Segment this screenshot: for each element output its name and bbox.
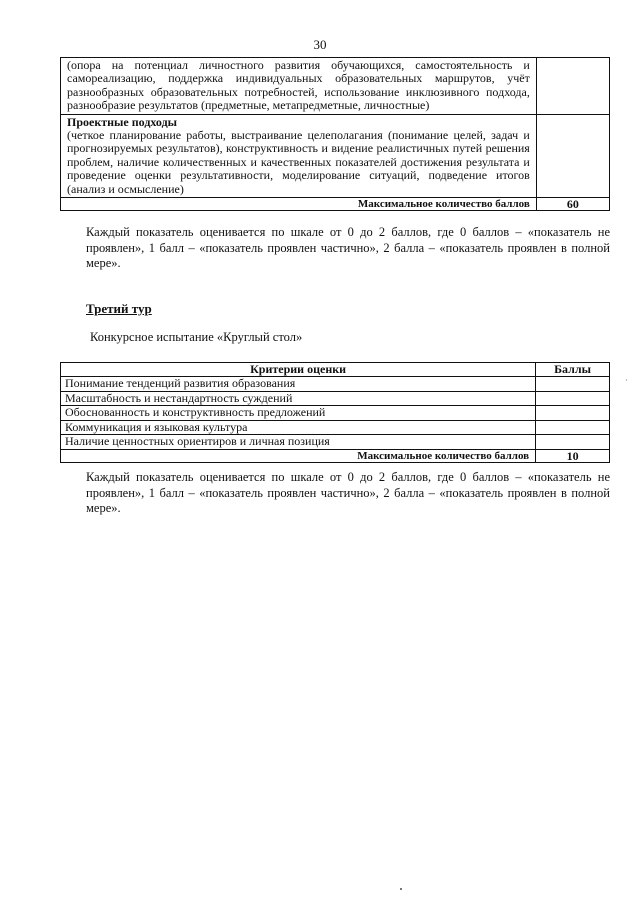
scoring-note: Каждый показатель оценивается по шкале от 0 до 2 баллов, где 0 баллов – «показатель не проявлен», 1 балл – «показатель проявлен частично», 2 балла – «показатель проявлен в полной мере». bbox=[86, 470, 610, 515]
points-cell bbox=[536, 114, 609, 197]
round-title: Третий тур bbox=[86, 301, 152, 316]
total-value: 60 bbox=[536, 198, 609, 211]
header-points: Баллы bbox=[536, 363, 610, 377]
total-label: Максимальное количество баллов bbox=[61, 198, 537, 211]
points-cell bbox=[536, 58, 609, 115]
criterion-cell: Понимание тенденций развития образования bbox=[61, 377, 536, 392]
scan-dot bbox=[400, 888, 402, 890]
points-cell bbox=[536, 406, 610, 421]
criterion-cell: Коммуникация и языковая культура bbox=[61, 420, 536, 435]
table-row bbox=[61, 377, 610, 392]
points-cell bbox=[536, 435, 610, 450]
contest-name: Конкурсное испытание «Круглый стол» bbox=[90, 330, 303, 344]
criterion-block bbox=[61, 115, 536, 197]
criterion-cell: Масштабность и нестандартность суждений bbox=[61, 391, 536, 406]
table-row bbox=[61, 114, 610, 197]
criterion-cell: Наличие ценностных ориентиров и личная позиция bbox=[61, 435, 536, 450]
total-row bbox=[61, 198, 610, 211]
criterion-cell bbox=[61, 114, 537, 197]
table-row bbox=[61, 406, 610, 421]
total-label: Максимальное количество баллов bbox=[61, 449, 536, 462]
table-header-row bbox=[61, 363, 610, 377]
total-value: 10 bbox=[536, 449, 610, 462]
criterion-description: (четкое планирование работы, выстраивание целеполагания (понимание целей, задач и прогнозируемых результатов), конструктивность и видение реалистичных путей решения проблем, наличие количественных и качественных показателей достижения результата и проведение оценки результативности, моделирование ситуаций, подведение итогов (анализ и осмысление) bbox=[67, 128, 530, 196]
table-row bbox=[61, 420, 610, 435]
table-row bbox=[61, 435, 610, 450]
page-number: 30 bbox=[313, 37, 327, 52]
round-table bbox=[60, 362, 610, 463]
points-cell bbox=[536, 377, 610, 392]
criteria-table-continued bbox=[60, 57, 610, 211]
criterion-cell: Обоснованность и конструктивность предложений bbox=[61, 406, 536, 421]
table-row bbox=[61, 391, 610, 406]
table-row bbox=[61, 58, 610, 115]
total-row bbox=[61, 449, 610, 462]
points-cell bbox=[536, 391, 610, 406]
criterion-cell bbox=[61, 58, 537, 115]
margin-mark: · bbox=[625, 376, 628, 385]
header-criteria: Критерии оценки bbox=[61, 363, 536, 377]
criterion-description: (опора на потенциал личностного развития обучающихся, самостоятельность и самореализацию, поддержка индивидуальных образовательных маршрутов, учёт разнообразных образовательных потребностей, использование инклюзивного подхода, разнообразие результатов (предметные, метапредметные, личностные) bbox=[67, 58, 530, 113]
scoring-note: Каждый показатель оценивается по шкале от 0 до 2 баллов, где 0 баллов – «показатель не проявлен», 1 балл – «показатель проявлен частично», 2 балла – «показатель проявлен в полной мере». bbox=[86, 225, 610, 270]
criterion-title: Проектные подходы bbox=[67, 114, 178, 129]
points-cell bbox=[536, 420, 610, 435]
